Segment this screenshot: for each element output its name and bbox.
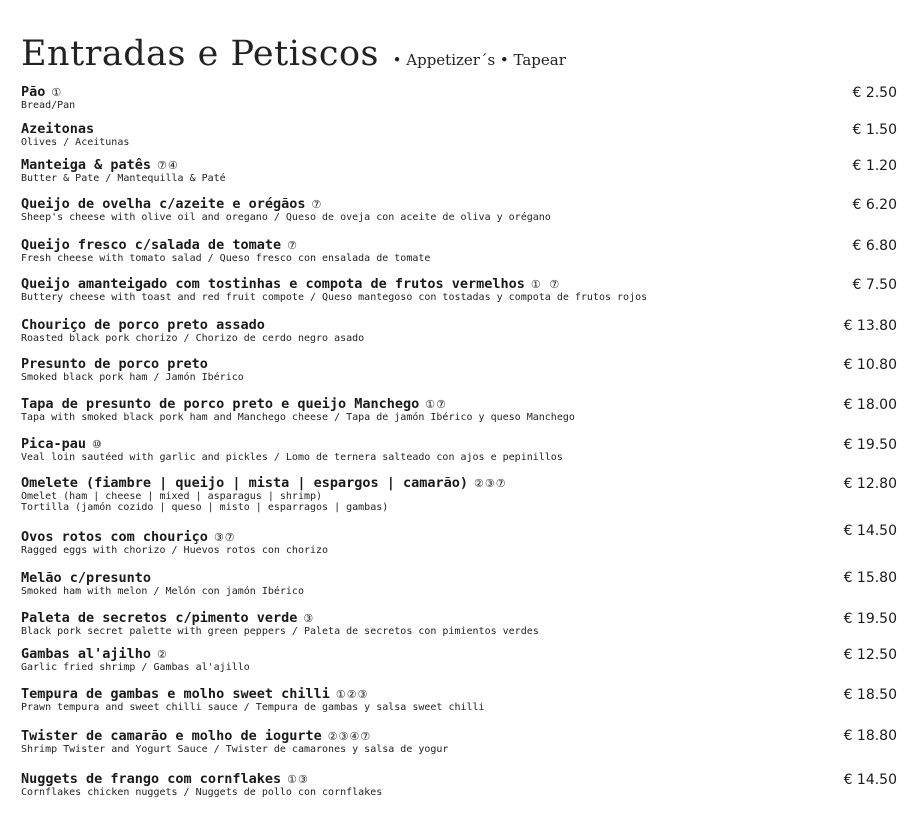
item-description: Olives / Aceitunas <box>21 137 130 148</box>
item-description: Smoked ham with melon / Melón con jamón Ibérico <box>21 586 304 597</box>
allergen-codes: ①⑦ <box>425 398 447 411</box>
item-price: € 1.50 <box>852 122 897 138</box>
item-description: Buttery cheese with toast and red fruit compote / Queso mantegoso con tostadas y compota de frutos rojos <box>21 292 648 303</box>
item-name: Pão <box>21 84 46 100</box>
menu-header <box>21 34 566 74</box>
menu-item <box>21 197 897 223</box>
item-price: € 6.20 <box>852 197 897 213</box>
item-price: € 15.80 <box>843 570 897 586</box>
section-subtitle: • Appetizer´s • Tapear <box>392 51 566 69</box>
menu-item <box>21 647 897 673</box>
item-description: Roasted black pork chorizo / Chorizo de cerdo negro asado <box>21 333 365 344</box>
item-name: Manteiga & patês <box>21 157 152 173</box>
item-description-secondary: Tortilla (jamón cozido | queso | misto | esparragos | gambas) <box>21 502 389 513</box>
item-price: € 18.80 <box>843 728 897 744</box>
item-description: Shrimp Twister and Yogurt Sauce / Twister de camarones y salsa de yogur <box>21 744 449 755</box>
item-description: Smoked black pork ham / Jamón Ibérico <box>21 372 244 383</box>
item-price: € 14.50 <box>843 523 897 539</box>
item-price: € 13.80 <box>843 318 897 334</box>
menu-item <box>21 687 897 713</box>
item-name: Azeitonas <box>21 121 95 137</box>
item-price: € 12.50 <box>843 647 897 663</box>
item-name: Gambas al'ajilho <box>21 646 152 662</box>
menu-item <box>21 238 897 264</box>
menu-item <box>21 277 897 303</box>
item-name: Tempura de gambas e molho sweet chilli <box>21 686 330 702</box>
allergen-codes: ① <box>51 86 63 99</box>
item-price: € 6.80 <box>852 238 897 254</box>
allergen-codes: ② <box>157 648 168 661</box>
item-description: Omelet (ham | cheese | mixed | asparagus | shrimp) <box>21 491 323 502</box>
section-title: Entradas e Petiscos <box>21 34 379 74</box>
menu-item <box>21 523 897 556</box>
item-description: Ragged eggs with chorizo / Huevos rotos con chorizo <box>21 545 329 556</box>
item-name: Melão c/presunto <box>21 570 152 586</box>
item-price: € 10.80 <box>843 357 897 373</box>
menu-item <box>21 85 897 111</box>
item-name: Tapa de presunto de porco preto e queijo Manchego <box>21 396 420 412</box>
allergen-codes: ⑩ <box>92 438 103 451</box>
item-description: Bread/Pan <box>21 100 76 111</box>
menu-item <box>21 772 897 798</box>
item-name: Nuggets de frango com cornflakes <box>21 771 282 787</box>
item-name: Queijo fresco c/salada de tomate <box>21 237 282 253</box>
item-price: € 14.50 <box>843 772 897 788</box>
item-description: Cornflakes chicken nuggets / Nuggets de pollo con cornflakes <box>21 787 383 798</box>
item-description: Butter & Pate / Mantequilla & Paté <box>21 173 226 184</box>
item-price: € 2.50 <box>852 85 897 101</box>
item-description: Garlic fried shrimp / Gambas al'ajillo <box>21 662 250 673</box>
menu-item <box>21 437 897 463</box>
item-description: Veal loin sautéed with garlic and pickles / Lomo de ternera salteado con ajos e pepinillos <box>21 452 563 463</box>
item-price: € 7.50 <box>852 277 897 293</box>
menu-item <box>21 571 897 597</box>
item-name: Twister de camarão e molho de iogurte <box>21 728 322 744</box>
allergen-codes: ③ <box>303 612 315 625</box>
item-price: € 18.50 <box>843 687 897 703</box>
item-name: Omelete (fiambre | queijo | mista | espargos | camarão) <box>21 475 469 491</box>
item-price: € 19.50 <box>843 611 897 627</box>
menu-item <box>21 122 897 148</box>
item-name: Pica-pau <box>21 436 87 452</box>
item-description: Sheep's cheese with olive oil and oregano / Queso de oveja con aceite de oliva y orégano <box>21 212 551 223</box>
allergen-codes: ①③ <box>287 773 309 786</box>
allergen-codes: ⑦④ <box>157 159 179 172</box>
item-price: € 19.50 <box>843 437 897 453</box>
menu-item <box>21 318 897 344</box>
item-name: Paleta de secretos c/pimento verde <box>21 610 298 626</box>
item-price: € 1.20 <box>852 158 897 174</box>
menu-item <box>21 397 897 423</box>
item-description: Fresh cheese with tomato salad / Queso fresco con ensalada de tomate <box>21 253 431 264</box>
item-description: Prawn tempura and sweet chilli sauce / Tempura de gambas y salsa sweet chilli <box>21 702 485 713</box>
allergen-codes: ②③④⑦ <box>327 730 372 743</box>
item-description: Tapa with smoked black pork ham and Manchego cheese / Tapa de jamón Ibérico y queso Manchego <box>21 412 575 423</box>
item-description: Black pork secret palette with green peppers / Paleta de secretos con pimientos verdes <box>21 626 539 637</box>
item-name: Ovos rotos com chouriço <box>21 529 208 545</box>
menu-item <box>21 158 897 184</box>
item-name: Queijo de ovelha c/azeite e orégãos <box>21 196 306 212</box>
item-name: Presunto de porco preto <box>21 356 208 372</box>
allergen-codes: ⑦ <box>311 198 323 211</box>
allergen-codes: ③⑦ <box>213 531 236 544</box>
menu-item <box>21 611 897 637</box>
item-name: Queijo amanteigado com tostinhas e compota de frutos vermelhos <box>21 276 525 292</box>
allergen-codes: ①②③ <box>335 688 369 701</box>
menu-item <box>21 729 897 755</box>
item-name: Chouriço de porco preto assado <box>21 317 265 333</box>
allergen-codes: ②③⑦ <box>474 477 507 490</box>
item-price: € 18.00 <box>843 397 897 413</box>
allergen-codes: ① ⑦ <box>530 278 561 291</box>
item-price: € 12.80 <box>843 476 897 492</box>
menu-item <box>21 357 897 383</box>
menu-item <box>21 476 897 513</box>
allergen-codes: ⑦ <box>287 239 298 252</box>
